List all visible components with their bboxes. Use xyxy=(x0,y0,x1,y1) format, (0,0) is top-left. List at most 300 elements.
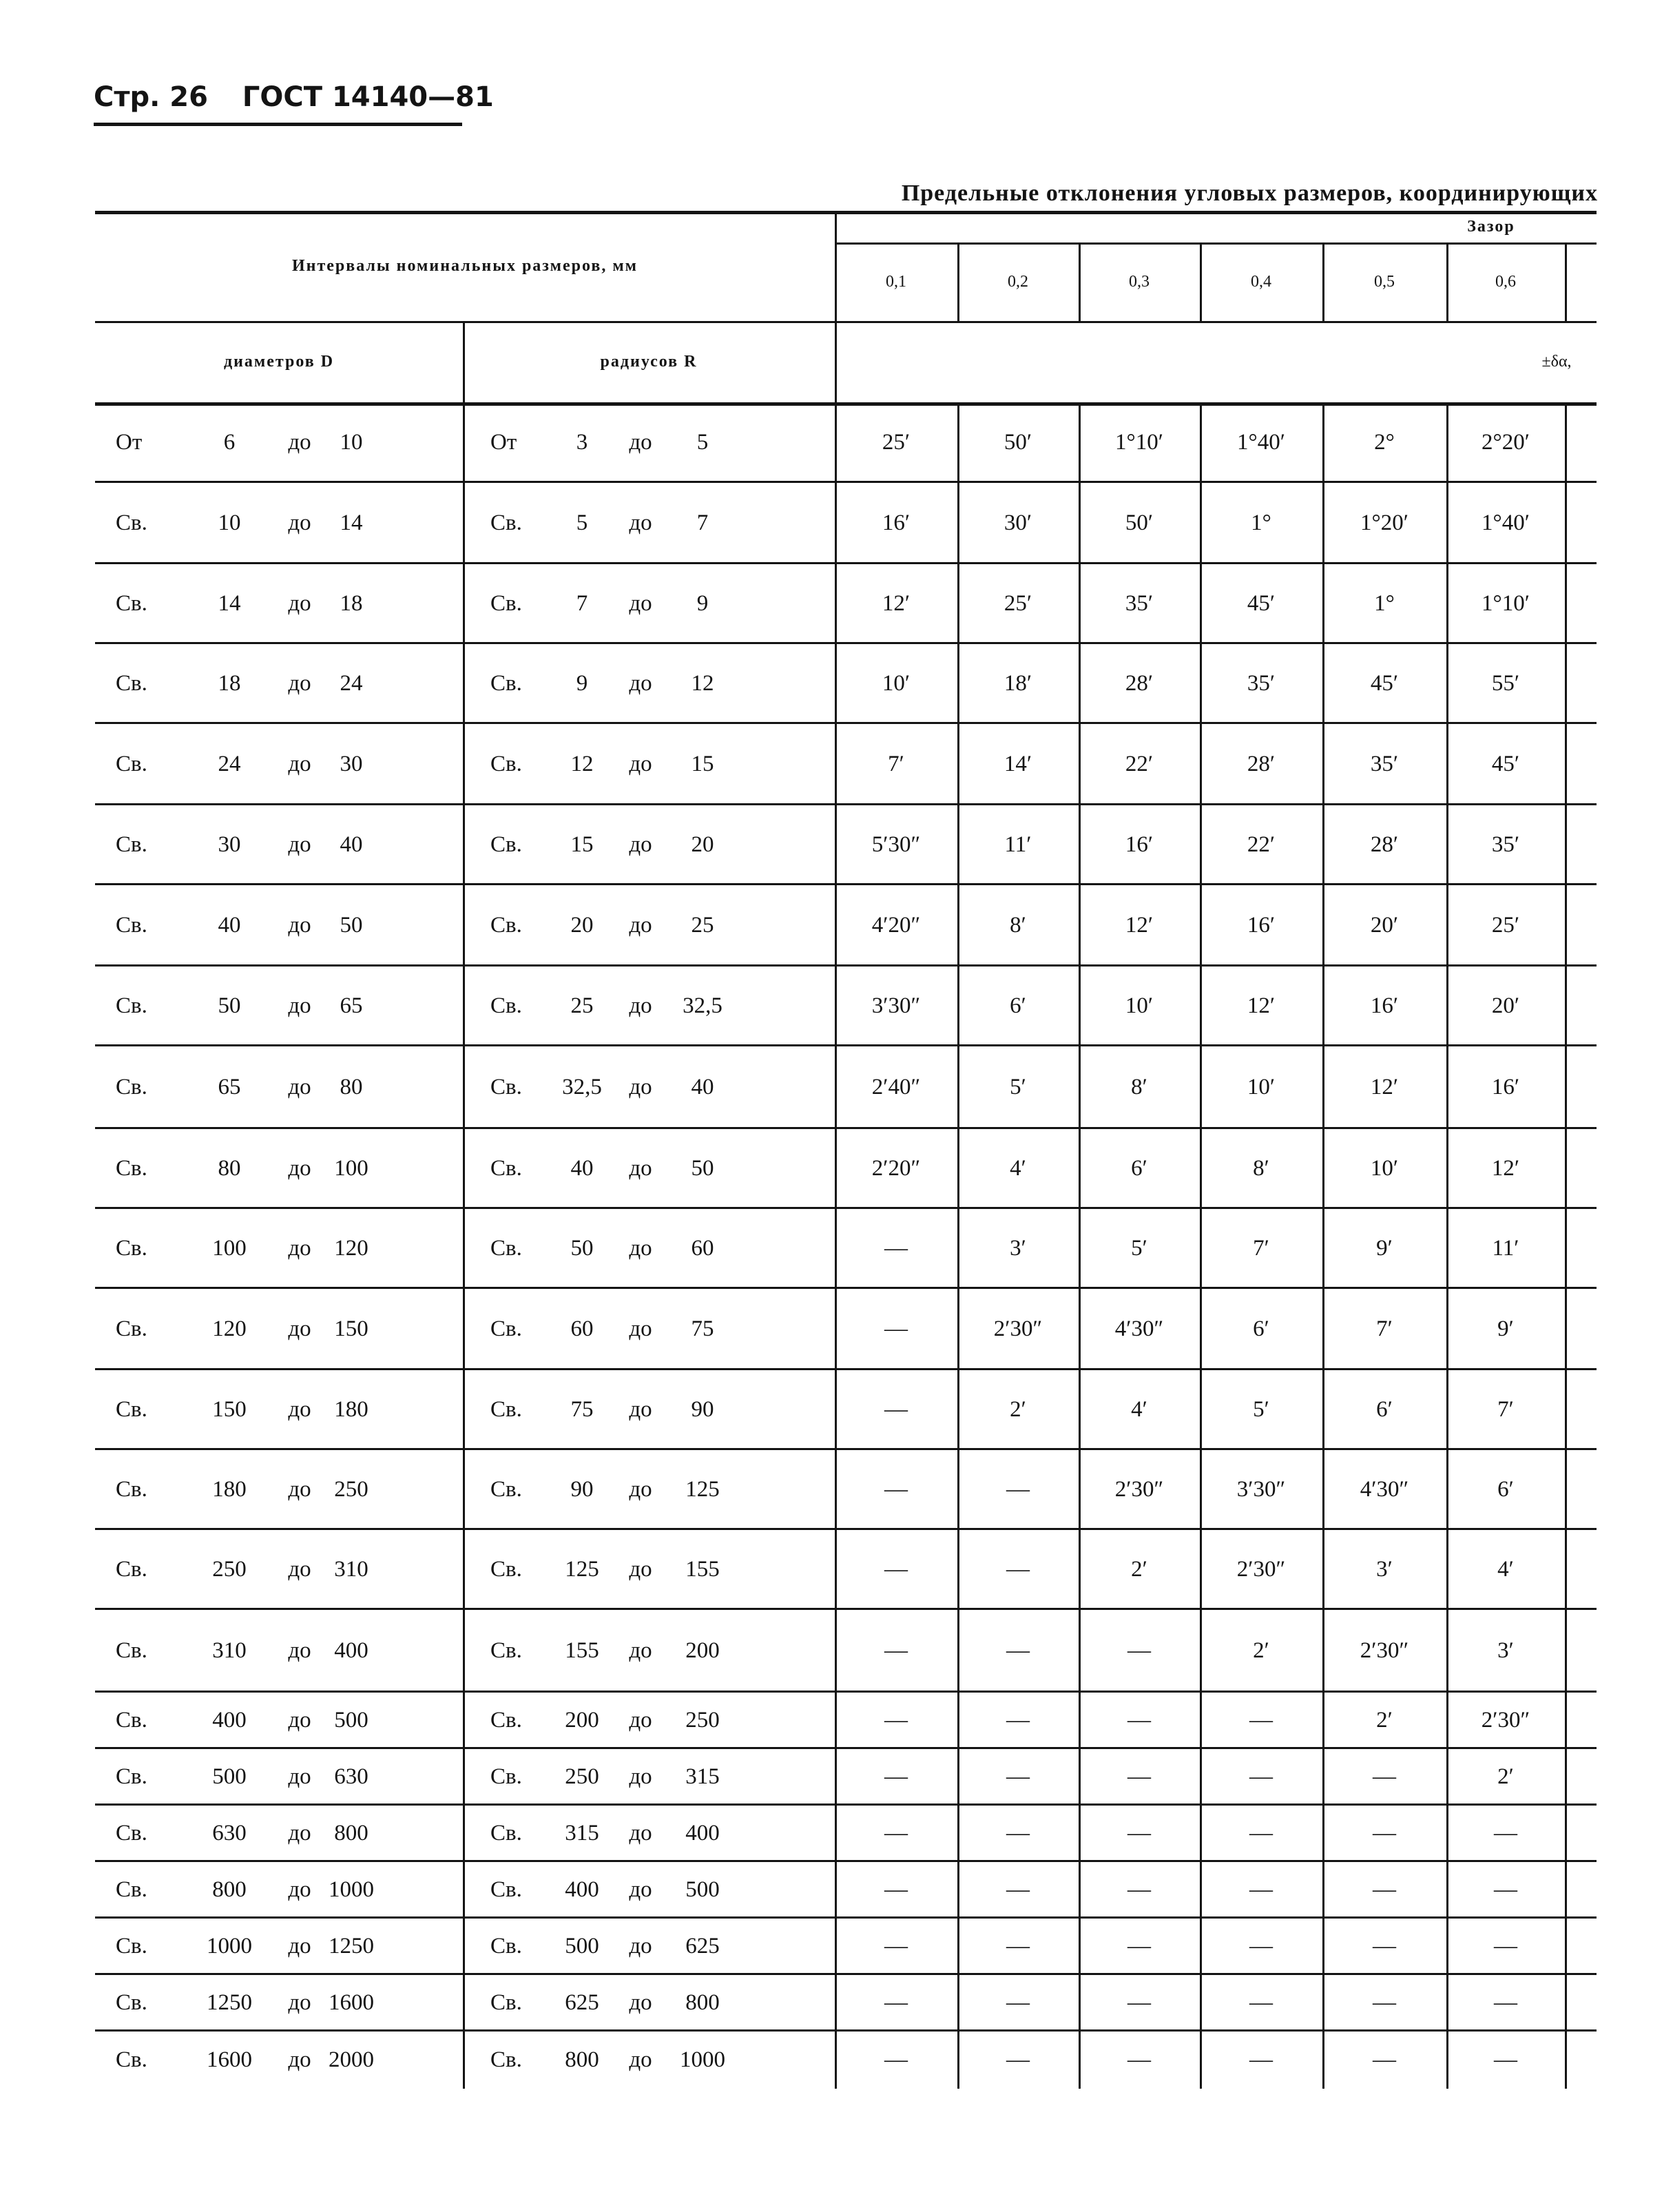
tolerance-cell: 25′ xyxy=(1491,912,1520,938)
radius-prefix: Св. xyxy=(490,1556,522,1582)
radius-to-word: до xyxy=(629,1877,652,1902)
radius-from: 40 xyxy=(570,1155,594,1181)
radius-prefix: Св. xyxy=(490,2047,522,2072)
tolerance-cell: 10′ xyxy=(1125,993,1154,1018)
diameter-to-word: до xyxy=(288,1235,311,1261)
tolerance-cell: 12′ xyxy=(1491,1155,1520,1181)
tolerance-cell: — xyxy=(1373,1820,1396,1846)
radius-prefix: Св. xyxy=(490,1820,522,1846)
gap-value-4: 0,4 xyxy=(1251,272,1271,291)
radius-from: 155 xyxy=(565,1637,599,1663)
tolerance-cell: — xyxy=(884,1933,908,1958)
radius-from: 315 xyxy=(565,1820,599,1846)
radius-from: 9 xyxy=(576,670,588,696)
tolerance-cell: — xyxy=(1127,1933,1151,1958)
diameter-to: 100 xyxy=(334,1155,368,1181)
diameter-from: 1000 xyxy=(207,1933,252,1958)
diameter-to-word: до xyxy=(288,1637,311,1663)
diameters-header: диаметров D xyxy=(223,352,335,371)
radius-to: 5 xyxy=(696,429,709,455)
radius-to-word: до xyxy=(629,1989,652,2015)
tolerance-cell: 2′30″ xyxy=(1236,1556,1286,1582)
radius-from: 12 xyxy=(570,751,594,776)
diameter-from: 100 xyxy=(212,1235,247,1261)
diameter-to: 630 xyxy=(334,1764,368,1789)
radius-to-word: до xyxy=(629,429,652,455)
tolerance-cell: 16′ xyxy=(1491,1074,1520,1099)
column-divider xyxy=(463,402,465,2089)
tolerance-cell: — xyxy=(884,1989,908,2015)
diameter-to: 1250 xyxy=(329,1933,374,1958)
tolerance-cell: 3′ xyxy=(1497,1637,1514,1663)
diameter-to-word: до xyxy=(288,1074,311,1099)
tolerance-cell: 1°20′ xyxy=(1360,510,1408,535)
diameter-prefix: Св. xyxy=(116,993,147,1018)
radius-prefix: Св. xyxy=(490,993,522,1018)
tolerance-cell: 11′ xyxy=(1492,1235,1519,1261)
intervals-header: Интервалы номинальных размеров, мм xyxy=(291,256,638,275)
radius-prefix: Св. xyxy=(490,670,522,696)
diameter-to-word: до xyxy=(288,1989,311,2015)
diameter-to: 310 xyxy=(334,1556,368,1582)
diameter-to: 120 xyxy=(334,1235,368,1261)
tolerance-cell: — xyxy=(1494,1820,1517,1846)
tolerance-cell: — xyxy=(1127,1707,1151,1733)
diameter-from: 120 xyxy=(212,1316,247,1341)
radius-from: 15 xyxy=(570,831,594,857)
diameter-prefix: Св. xyxy=(116,912,147,938)
tolerance-cell: — xyxy=(1494,1989,1517,2015)
radius-to: 315 xyxy=(685,1764,720,1789)
radius-to-word: до xyxy=(629,2047,652,2072)
radius-to: 15 xyxy=(691,751,714,776)
diameter-from: 180 xyxy=(212,1476,247,1502)
tolerance-cell: 28′ xyxy=(1247,751,1276,776)
tolerance-cell: 22′ xyxy=(1247,831,1276,857)
diameter-to-word: до xyxy=(288,1396,311,1422)
radius-to: 500 xyxy=(685,1877,720,1902)
tolerance-cell: — xyxy=(1249,2047,1273,2072)
diameter-to-word: до xyxy=(288,1764,311,1789)
radius-to: 800 xyxy=(685,1989,720,2015)
radius-from: 60 xyxy=(570,1316,594,1341)
diameter-to-word: до xyxy=(288,1707,311,1733)
tolerance-cell: 7′ xyxy=(1253,1235,1269,1261)
diameter-from: 80 xyxy=(218,1155,241,1181)
radius-prefix: Св. xyxy=(490,590,522,616)
diameter-from: 18 xyxy=(218,670,241,696)
tolerance-cell: 35′ xyxy=(1370,751,1399,776)
tolerance-cell: 9′ xyxy=(1376,1235,1393,1261)
tolerance-cell: 4′30″ xyxy=(1114,1316,1164,1341)
tolerance-cell: 4′ xyxy=(1131,1396,1147,1422)
column-divider xyxy=(1565,402,1567,2089)
tolerance-cell: 30′ xyxy=(1004,510,1032,535)
radius-prefix: Св. xyxy=(490,1877,522,1902)
diameter-from: 30 xyxy=(218,831,241,857)
tolerance-cell: — xyxy=(1373,1764,1396,1789)
gap-value-3: 0,3 xyxy=(1129,272,1150,291)
diameter-to-word: до xyxy=(288,751,311,776)
tolerance-cell: — xyxy=(1006,1637,1030,1663)
tolerance-cell: 1° xyxy=(1374,590,1395,616)
table-rule xyxy=(835,321,1597,323)
tolerance-cell: 5′30″ xyxy=(871,831,921,857)
tolerance-cell: 12′ xyxy=(882,590,911,616)
diameter-to-word: до xyxy=(288,1877,311,1902)
radius-to: 20 xyxy=(691,831,714,857)
radius-to: 75 xyxy=(691,1316,714,1341)
tolerance-cell: 20′ xyxy=(1370,912,1399,938)
diameter-to: 80 xyxy=(340,1074,363,1099)
tolerance-cell: 16′ xyxy=(1370,993,1399,1018)
radius-prefix: Св. xyxy=(490,1074,522,1099)
tolerance-cell: — xyxy=(884,1764,908,1789)
radius-prefix: Св. xyxy=(490,1637,522,1663)
tolerance-cell: 6′ xyxy=(1376,1396,1393,1422)
tolerance-cell: — xyxy=(1006,1820,1030,1846)
radius-prefix: Св. xyxy=(490,1396,522,1422)
diameter-prefix: Св. xyxy=(116,1637,147,1663)
diameter-from: 1600 xyxy=(207,2047,252,2072)
radius-prefix: Св. xyxy=(490,1933,522,1958)
radius-from: 75 xyxy=(570,1396,594,1422)
tolerance-cell: 45′ xyxy=(1247,590,1276,616)
diameter-to: 180 xyxy=(334,1396,368,1422)
diameter-from: 14 xyxy=(218,590,241,616)
tolerance-cell: 3′ xyxy=(1010,1235,1026,1261)
diameter-from: 10 xyxy=(218,510,241,535)
diameter-from: 40 xyxy=(218,912,241,938)
tolerance-cell: — xyxy=(1494,1877,1517,1902)
diameter-prefix: Св. xyxy=(116,2047,147,2072)
radius-to-word: до xyxy=(629,510,652,535)
tolerance-cell: 2° xyxy=(1374,429,1395,455)
radius-to: 200 xyxy=(685,1637,720,1663)
radius-to-word: до xyxy=(629,1764,652,1789)
diameter-to-word: до xyxy=(288,590,311,616)
diameter-to: 10 xyxy=(340,429,363,455)
tolerance-cell: 6′ xyxy=(1497,1476,1514,1502)
diameter-to-word: до xyxy=(288,670,311,696)
tolerance-cell: 16′ xyxy=(882,510,911,535)
diameter-to-word: до xyxy=(288,831,311,857)
radius-to: 400 xyxy=(685,1820,720,1846)
tolerance-cell: 2′ xyxy=(1131,1556,1147,1582)
diameter-to-word: до xyxy=(288,1820,311,1846)
tolerance-cell: 2′40″ xyxy=(871,1074,921,1099)
diameter-from: 310 xyxy=(212,1637,247,1663)
radius-from: 3 xyxy=(576,429,588,455)
diameter-to-word: до xyxy=(288,1316,311,1341)
radius-to-word: до xyxy=(629,1396,652,1422)
tolerance-cell: — xyxy=(884,1556,908,1582)
diameter-to: 400 xyxy=(334,1637,368,1663)
diameter-prefix: Св. xyxy=(116,831,147,857)
gap-value-5: 0,5 xyxy=(1374,272,1395,291)
tolerance-cell: 2′30″ xyxy=(1114,1476,1164,1502)
diameter-prefix: Св. xyxy=(116,1764,147,1789)
diameter-to-word: до xyxy=(288,1556,311,1582)
tolerance-cell: 35′ xyxy=(1491,831,1520,857)
tolerance-cell: 45′ xyxy=(1491,751,1520,776)
tolerance-cell: — xyxy=(1006,1877,1030,1902)
tolerance-cell: — xyxy=(1249,1933,1273,1958)
radius-from: 50 xyxy=(570,1235,594,1261)
tolerance-cell: 11′ xyxy=(1004,831,1032,857)
tolerance-cell: — xyxy=(1249,1820,1273,1846)
radius-to-word: до xyxy=(629,912,652,938)
diameter-prefix: Св. xyxy=(116,1316,147,1341)
tolerance-cell: 2′ xyxy=(1010,1396,1026,1422)
tolerance-cell: 5′ xyxy=(1010,1074,1026,1099)
tolerance-cell: — xyxy=(884,1396,908,1422)
radius-from: 5 xyxy=(576,510,588,535)
diameter-to-word: до xyxy=(288,1933,311,1958)
radius-to: 40 xyxy=(691,1074,714,1099)
page-header xyxy=(94,81,494,113)
radius-from: 500 xyxy=(565,1933,599,1958)
radius-to: 9 xyxy=(696,590,709,616)
tolerance-cell: — xyxy=(1006,1476,1030,1502)
diameter-prefix: Св. xyxy=(116,1476,147,1502)
tolerance-cell: — xyxy=(1494,2047,1517,2072)
diameter-to-word: до xyxy=(288,1476,311,1502)
diameter-from: 800 xyxy=(212,1877,247,1902)
page-header-rule xyxy=(94,123,462,126)
diameter-to: 2000 xyxy=(329,2047,374,2072)
radius-prefix: Св. xyxy=(490,1235,522,1261)
radius-to-word: до xyxy=(629,751,652,776)
diameter-to: 14 xyxy=(340,510,363,535)
tolerance-cell: — xyxy=(1006,1764,1030,1789)
tolerance-cell: 25′ xyxy=(882,429,911,455)
tolerance-cell: — xyxy=(884,1820,908,1846)
diameter-from: 24 xyxy=(218,751,241,776)
tolerance-cell: 45′ xyxy=(1370,670,1399,696)
radius-from: 7 xyxy=(576,590,588,616)
tolerance-cell: 14′ xyxy=(1004,751,1032,776)
tolerance-cell: 20′ xyxy=(1491,993,1520,1018)
radius-prefix: Св. xyxy=(490,510,522,535)
radius-from: 25 xyxy=(570,993,594,1018)
tolerance-cell: — xyxy=(884,1476,908,1502)
diameter-prefix: Св. xyxy=(116,751,147,776)
diameter-to-word: до xyxy=(288,912,311,938)
tolerance-cell: — xyxy=(1494,1933,1517,1958)
tolerance-cell: — xyxy=(1249,1877,1273,1902)
tolerance-cell: 10′ xyxy=(1247,1074,1276,1099)
radius-from: 90 xyxy=(570,1476,594,1502)
tolerance-cell: 8′ xyxy=(1253,1155,1269,1181)
radius-from: 125 xyxy=(565,1556,599,1582)
diameter-to: 65 xyxy=(340,993,363,1018)
radius-from: 250 xyxy=(565,1764,599,1789)
radius-to: 12 xyxy=(691,670,714,696)
diameter-prefix: Св. xyxy=(116,590,147,616)
radius-prefix: Св. xyxy=(490,1707,522,1733)
diameter-to: 150 xyxy=(334,1316,368,1341)
clearance-header: Зазор xyxy=(1467,217,1515,236)
tolerance-cell: — xyxy=(884,1235,908,1261)
diameter-prefix: Св. xyxy=(116,1933,147,1958)
tolerance-cell: — xyxy=(1006,1556,1030,1582)
diameter-prefix: Св. xyxy=(116,1155,147,1181)
tolerance-cell: — xyxy=(1006,1707,1030,1733)
tolerance-cell: — xyxy=(1373,2047,1396,2072)
diameter-to: 30 xyxy=(340,751,363,776)
tolerance-cell: 16′ xyxy=(1247,912,1276,938)
diameter-to: 500 xyxy=(334,1707,368,1733)
tolerance-cell: — xyxy=(1127,2047,1151,2072)
tolerance-cell: — xyxy=(1127,1820,1151,1846)
tolerance-cell: 2′30″ xyxy=(1481,1707,1530,1733)
radius-to-word: до xyxy=(629,1476,652,1502)
tolerance-cell: 10′ xyxy=(882,670,911,696)
tolerance-cell: — xyxy=(1373,1933,1396,1958)
diameter-prefix: Св. xyxy=(116,1235,147,1261)
radius-to-word: до xyxy=(629,1556,652,1582)
tolerance-cell: 3′ xyxy=(1376,1556,1393,1582)
radius-to: 25 xyxy=(691,912,714,938)
radius-to-word: до xyxy=(629,1820,652,1846)
diameter-to: 40 xyxy=(340,831,363,857)
tolerance-cell: 5′ xyxy=(1253,1396,1269,1422)
tolerance-cell: 22′ xyxy=(1125,751,1154,776)
diameter-from: 50 xyxy=(218,993,241,1018)
tolerance-cell: 2′ xyxy=(1497,1764,1514,1789)
tolerance-cell: 25′ xyxy=(1004,590,1032,616)
tolerance-cell: 1°40′ xyxy=(1237,429,1285,455)
diameter-prefix: От xyxy=(116,429,143,455)
radius-prefix: Св. xyxy=(490,831,522,857)
radius-to-word: до xyxy=(629,1316,652,1341)
diameter-from: 400 xyxy=(212,1707,247,1733)
tolerance-cell: — xyxy=(1006,1933,1030,1958)
tolerance-cell: 5′ xyxy=(1131,1235,1147,1261)
radius-prefix: Св. xyxy=(490,912,522,938)
tolerance-cell: 6′ xyxy=(1253,1316,1269,1341)
tolerance-cell: 2′20″ xyxy=(871,1155,921,1181)
radius-prefix: Св. xyxy=(490,1989,522,2015)
gost-number: ГОСТ 14140—81 xyxy=(242,81,494,113)
tolerance-cell: — xyxy=(1373,1877,1396,1902)
tolerance-cell: — xyxy=(884,2047,908,2072)
radius-to: 90 xyxy=(691,1396,714,1422)
table-caption: Предельные отклонения угловых размеров, координирующих xyxy=(901,180,1598,206)
tolerance-cell: 7′ xyxy=(888,751,904,776)
tolerance-cell: 1° xyxy=(1251,510,1271,535)
diameter-to: 1000 xyxy=(329,1877,374,1902)
gap-value-1: 0,1 xyxy=(886,272,906,291)
radius-to-word: до xyxy=(629,1707,652,1733)
tolerance-cell: 50′ xyxy=(1004,429,1032,455)
radius-prefix: Св. xyxy=(490,1476,522,1502)
tolerance-cell: 55′ xyxy=(1491,670,1520,696)
tolerance-cell: 28′ xyxy=(1370,831,1399,857)
page-number: Стр. 26 xyxy=(94,81,208,113)
tolerance-cell: 1°10′ xyxy=(1115,429,1163,455)
radius-to-word: до xyxy=(629,670,652,696)
tolerance-cell: 4′ xyxy=(1497,1556,1514,1582)
radius-to: 1000 xyxy=(680,2047,725,2072)
radius-to-word: до xyxy=(629,831,652,857)
diameter-to: 50 xyxy=(340,912,363,938)
diameter-from: 6 xyxy=(223,429,236,455)
tolerance-cell: 35′ xyxy=(1247,670,1276,696)
radius-prefix: Св. xyxy=(490,1155,522,1181)
tolerance-cell: 4′ xyxy=(1010,1155,1026,1181)
tolerance-cell: 2′ xyxy=(1376,1707,1393,1733)
radius-from: 400 xyxy=(565,1877,599,1902)
diameter-from: 1250 xyxy=(207,1989,252,2015)
radii-header: радиусов R xyxy=(600,352,698,371)
gap-value-2: 0,2 xyxy=(1008,272,1028,291)
tolerance-cell: 3′30″ xyxy=(1236,1476,1286,1502)
tolerance-cell: 9′ xyxy=(1497,1316,1514,1341)
tolerance-cell: 2°20′ xyxy=(1482,429,1530,455)
tolerance-cell: — xyxy=(1249,1989,1273,2015)
diameter-to: 18 xyxy=(340,590,363,616)
diameter-from: 150 xyxy=(212,1396,247,1422)
tolerance-cell: — xyxy=(1249,1764,1273,1789)
tolerance-cell: — xyxy=(1127,1764,1151,1789)
radius-to-word: до xyxy=(629,1637,652,1663)
diameter-from: 250 xyxy=(212,1556,247,1582)
radius-from: 625 xyxy=(565,1989,599,2015)
diameter-prefix: Св. xyxy=(116,1556,147,1582)
tolerance-cell: 4′30″ xyxy=(1360,1476,1409,1502)
tolerance-cell: — xyxy=(884,1707,908,1733)
diameter-prefix: Св. xyxy=(116,1820,147,1846)
tolerance-cell: 7′ xyxy=(1376,1316,1393,1341)
tolerance-cell: 12′ xyxy=(1370,1074,1399,1099)
radius-prefix: Св. xyxy=(490,1764,522,1789)
tolerance-cell: 8′ xyxy=(1010,912,1026,938)
diameter-prefix: Св. xyxy=(116,510,147,535)
tolerance-cell: 28′ xyxy=(1125,670,1154,696)
diameter-to-word: до xyxy=(288,510,311,535)
tolerance-cell: 1°40′ xyxy=(1482,510,1530,535)
radius-to-word: до xyxy=(629,1074,652,1099)
delta-symbol: ±δα, xyxy=(1541,352,1572,371)
diameter-prefix: Св. xyxy=(116,1074,147,1099)
radius-to: 7 xyxy=(696,510,709,535)
tolerance-cell: 16′ xyxy=(1125,831,1154,857)
diameter-to-word: до xyxy=(288,1155,311,1181)
tolerance-cell: — xyxy=(1127,1637,1151,1663)
radius-to-word: до xyxy=(629,1155,652,1181)
tolerance-cell: — xyxy=(1373,1989,1396,2015)
tolerance-cell: — xyxy=(1006,2047,1030,2072)
radius-prefix: Св. xyxy=(490,751,522,776)
diameter-to: 1600 xyxy=(329,1989,374,2015)
diameter-to-word: до xyxy=(288,2047,311,2072)
gap-value-6: 0,6 xyxy=(1495,272,1516,291)
diameter-prefix: Св. xyxy=(116,1396,147,1422)
radius-from: 20 xyxy=(570,912,594,938)
tolerance-cell: — xyxy=(1127,1877,1151,1902)
tolerance-cell: 4′20″ xyxy=(871,912,921,938)
diameter-to-word: до xyxy=(288,993,311,1018)
radius-to: 250 xyxy=(685,1707,720,1733)
diameter-prefix: Св. xyxy=(116,670,147,696)
diameter-from: 65 xyxy=(218,1074,241,1099)
tolerance-cell: — xyxy=(884,1637,908,1663)
diameter-from: 500 xyxy=(212,1764,247,1789)
radius-to: 125 xyxy=(685,1476,720,1502)
tolerance-cell: 7′ xyxy=(1497,1396,1514,1422)
